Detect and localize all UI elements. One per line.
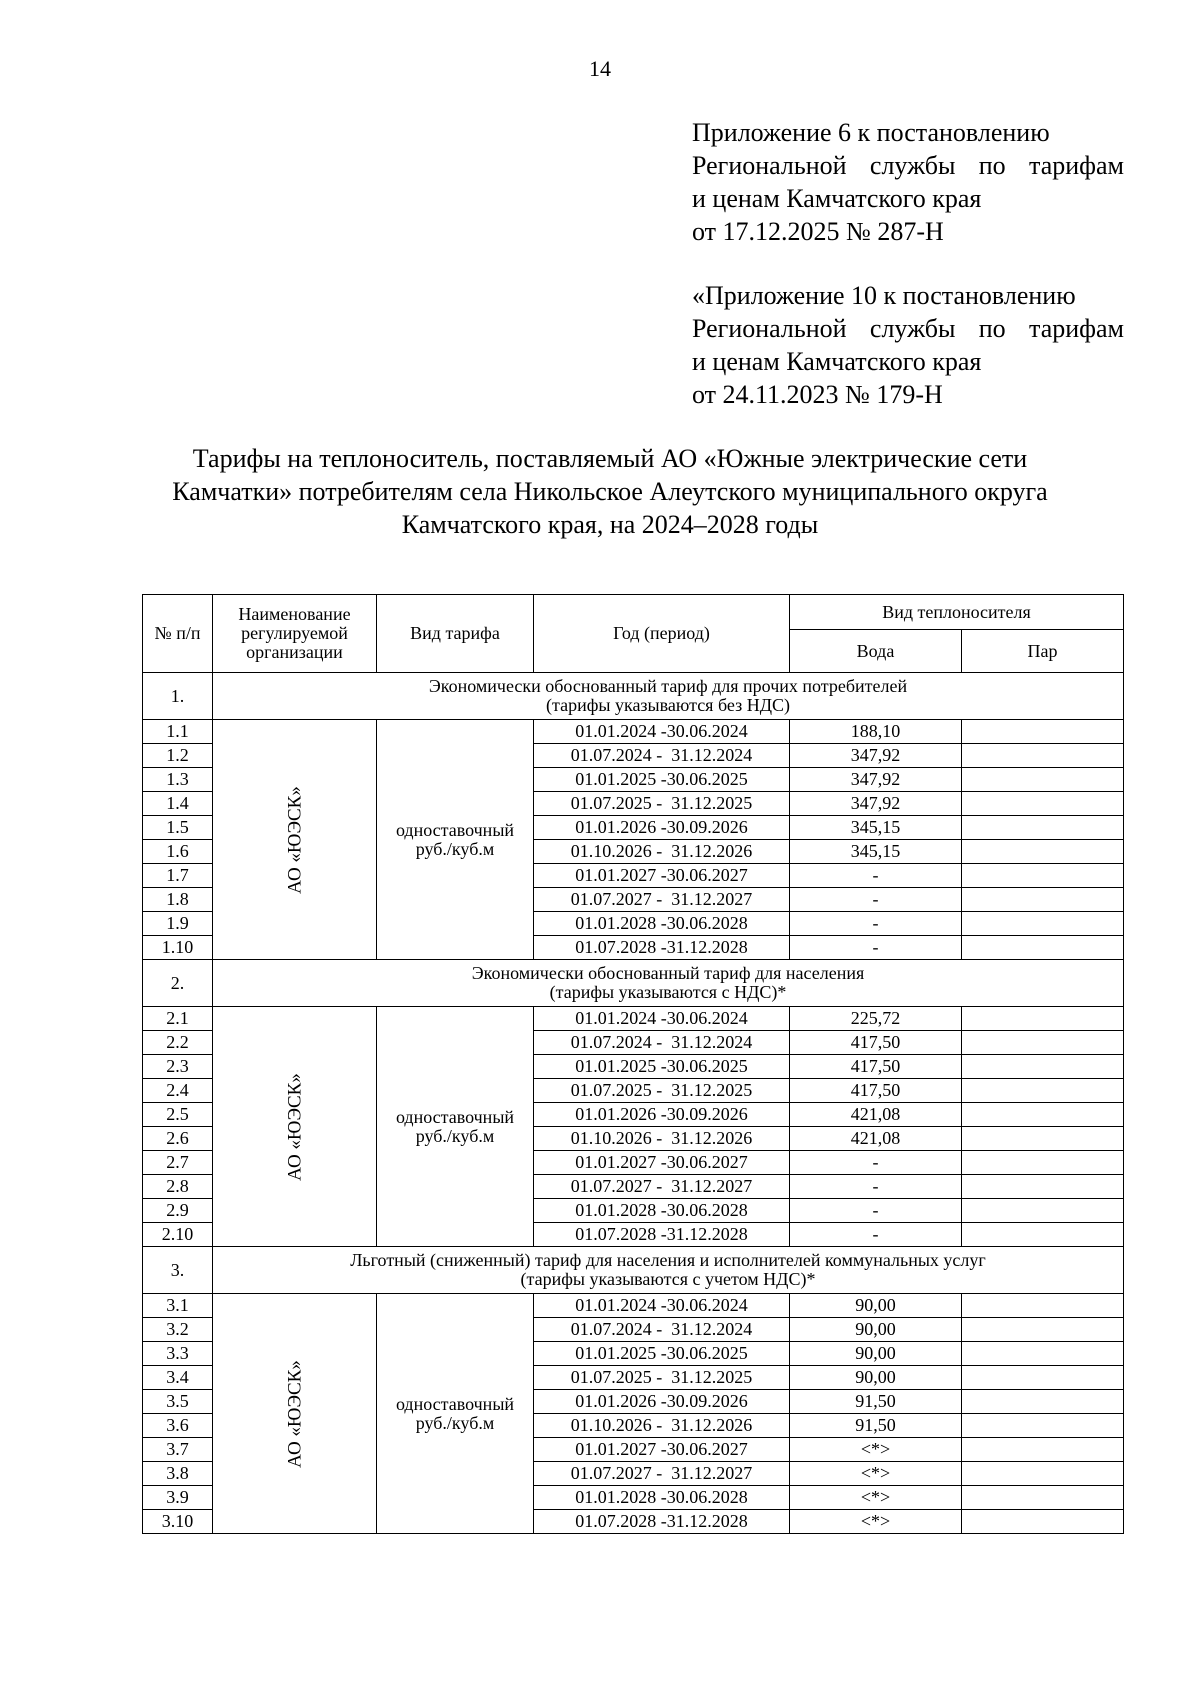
steam-value (962, 1127, 1124, 1151)
water-value: - (790, 936, 962, 960)
appendix-original-line: и ценам Камчатского края (692, 347, 982, 376)
water-value: 188,10 (790, 720, 962, 744)
steam-value (962, 1151, 1124, 1175)
tariff-type-line: руб./куб.м (415, 838, 495, 859)
water-value: 91,50 (790, 1414, 962, 1438)
table-row (143, 1007, 1124, 1031)
water-value: <*> (790, 1510, 962, 1534)
row-num: 3.3 (143, 1342, 213, 1366)
period-cell: 01.07.2027 - 31.12.2027 (534, 888, 790, 912)
section-num: 2. (143, 960, 213, 1007)
steam-value (962, 1366, 1124, 1390)
row-num: 3.2 (143, 1318, 213, 1342)
period-cell: 01.07.2027 - 31.12.2027 (534, 1175, 790, 1199)
appendix-original (692, 279, 1124, 411)
tariff-type-line: одноставочный (395, 1106, 515, 1127)
steam-value (962, 1007, 1124, 1031)
steam-value (962, 1318, 1124, 1342)
period-cell: 01.10.2026 - 31.12.2026 (534, 1414, 790, 1438)
water-value: 225,72 (790, 1007, 962, 1031)
appendix-current-line: Приложение 6 к постановлению (692, 118, 1050, 147)
period-cell: 01.01.2026 -30.09.2026 (534, 1390, 790, 1414)
title-line: Камчатки» потребителям села Никольское Алеутского муниципального округа (172, 477, 1048, 506)
water-value: 421,08 (790, 1127, 962, 1151)
header-org: Наименование регулируемой организации (213, 595, 377, 673)
steam-value (962, 1079, 1124, 1103)
steam-value (962, 1390, 1124, 1414)
steam-value (962, 1510, 1124, 1534)
water-value: 345,15 (790, 816, 962, 840)
period-cell: 01.01.2027 -30.06.2027 (534, 1151, 790, 1175)
steam-value (962, 1438, 1124, 1462)
period-cell: 01.01.2025 -30.06.2025 (534, 1055, 790, 1079)
steam-value (962, 1175, 1124, 1199)
document-title (110, 442, 1110, 541)
steam-value (962, 1342, 1124, 1366)
row-num: 1.1 (143, 720, 213, 744)
water-value: - (790, 1151, 962, 1175)
steam-value (962, 1294, 1124, 1318)
org-name: АО «ЮЭСК» (284, 785, 305, 894)
row-num: 2.4 (143, 1079, 213, 1103)
water-value: 417,50 (790, 1055, 962, 1079)
period-cell: 01.07.2025 - 31.12.2025 (534, 1366, 790, 1390)
page-number: 14 (589, 56, 611, 81)
steam-value (962, 1055, 1124, 1079)
row-num: 2.6 (143, 1127, 213, 1151)
water-value: 90,00 (790, 1294, 962, 1318)
row-num: 2.7 (143, 1151, 213, 1175)
header-num: № п/п (143, 595, 213, 673)
water-value: 345,15 (790, 840, 962, 864)
row-num: 3.7 (143, 1438, 213, 1462)
water-value: - (790, 1223, 962, 1247)
header-period: Год (период) (534, 595, 790, 673)
period-cell: 01.01.2026 -30.09.2026 (534, 1103, 790, 1127)
period-cell: 01.07.2025 - 31.12.2025 (534, 792, 790, 816)
row-num: 2.3 (143, 1055, 213, 1079)
steam-value (962, 1462, 1124, 1486)
header-coolant: Вид теплоносителя (790, 595, 1124, 630)
period-cell: 01.07.2028 -31.12.2028 (534, 1223, 790, 1247)
section-row (143, 673, 1124, 720)
header-water: Вода (790, 630, 962, 673)
period-cell: 01.07.2024 - 31.12.2024 (534, 744, 790, 768)
period-cell: 01.01.2026 -30.09.2026 (534, 816, 790, 840)
steam-value (962, 720, 1124, 744)
section-row (143, 960, 1124, 1007)
water-value: 90,00 (790, 1342, 962, 1366)
section-title-line: Экономически обоснованный тариф для населения (471, 963, 865, 983)
steam-value (962, 1223, 1124, 1247)
org-name: АО «ЮЭСК» (284, 1359, 305, 1468)
row-num: 2.5 (143, 1103, 213, 1127)
row-num: 3.1 (143, 1294, 213, 1318)
row-num: 3.4 (143, 1366, 213, 1390)
water-value: - (790, 864, 962, 888)
tariff-type-cell (377, 720, 534, 960)
steam-value (962, 888, 1124, 912)
section-row (143, 1247, 1124, 1294)
tariff-table (142, 594, 1124, 1534)
appendix-current-line: и ценам Камчатского края (692, 184, 982, 213)
appendix-current (692, 116, 1124, 248)
section-num: 1. (143, 673, 213, 720)
period-cell: 01.07.2025 - 31.12.2025 (534, 1079, 790, 1103)
water-value: 90,00 (790, 1366, 962, 1390)
steam-value (962, 1031, 1124, 1055)
section-title-line: (тарифы указываются без НДС) (546, 695, 790, 715)
section-title-line: Льготный (сниженный) тариф для населения и исполнителей коммунальных услуг (350, 1250, 986, 1270)
section-title-line: (тарифы указываются с НДС)* (549, 982, 787, 1002)
row-num: 1.6 (143, 840, 213, 864)
appendix-original-line: Региональной службы по тарифам (692, 314, 1124, 343)
period-cell: 01.01.2028 -30.06.2028 (534, 912, 790, 936)
tariff-type-cell (377, 1294, 534, 1534)
period-cell: 01.10.2026 - 31.12.2026 (534, 840, 790, 864)
row-num: 2.9 (143, 1199, 213, 1223)
steam-value (962, 744, 1124, 768)
row-num: 1.4 (143, 792, 213, 816)
water-value: 347,92 (790, 768, 962, 792)
period-cell: 01.07.2028 -31.12.2028 (534, 936, 790, 960)
header-tariff-type: Вид тарифа (377, 595, 534, 673)
steam-value (962, 1414, 1124, 1438)
tariff-type-line: одноставочный (395, 819, 515, 840)
period-cell: 01.01.2027 -30.06.2027 (534, 1438, 790, 1462)
water-value: - (790, 912, 962, 936)
water-value: 347,92 (790, 744, 962, 768)
water-value: <*> (790, 1462, 962, 1486)
period-cell: 01.01.2028 -30.06.2028 (534, 1199, 790, 1223)
row-num: 3.8 (143, 1462, 213, 1486)
period-cell: 01.01.2028 -30.06.2028 (534, 1486, 790, 1510)
steam-value (962, 1486, 1124, 1510)
steam-value (962, 936, 1124, 960)
water-value: <*> (790, 1486, 962, 1510)
period-cell: 01.07.2027 - 31.12.2027 (534, 1462, 790, 1486)
tariff-type-line: руб./куб.м (415, 1125, 495, 1146)
water-value: 90,00 (790, 1318, 962, 1342)
water-value: <*> (790, 1438, 962, 1462)
steam-value (962, 768, 1124, 792)
row-num: 1.2 (143, 744, 213, 768)
title-line: Камчатского края, на 2024–2028 годы (401, 510, 819, 539)
title-line: Тарифы на теплоноситель, поставляемый АО «Южные электрические сети (192, 444, 1028, 473)
period-cell: 01.01.2024 -30.06.2024 (534, 1294, 790, 1318)
row-num: 3.9 (143, 1486, 213, 1510)
period-cell: 01.10.2026 - 31.12.2026 (534, 1127, 790, 1151)
period-cell: 01.01.2027 -30.06.2027 (534, 864, 790, 888)
header-steam: Пар (962, 630, 1124, 673)
row-num: 1.10 (143, 936, 213, 960)
steam-value (962, 1199, 1124, 1223)
water-value: 417,50 (790, 1031, 962, 1055)
section-title (213, 1247, 1124, 1294)
appendix-original-line: «Приложение 10 к постановлению (692, 281, 1076, 310)
water-value: - (790, 888, 962, 912)
section-title-line: Экономически обоснованный тариф для прочих потребителей (428, 676, 908, 696)
period-cell: 01.07.2028 -31.12.2028 (534, 1510, 790, 1534)
tariff-type-line: руб./куб.м (415, 1412, 495, 1433)
row-num: 2.1 (143, 1007, 213, 1031)
appendix-current-line: от 17.12.2025 № 287-Н (692, 217, 944, 246)
steam-value (962, 912, 1124, 936)
steam-value (962, 792, 1124, 816)
row-num: 1.9 (143, 912, 213, 936)
row-num: 3.10 (143, 1510, 213, 1534)
steam-value (962, 840, 1124, 864)
row-num: 2.8 (143, 1175, 213, 1199)
water-value: 421,08 (790, 1103, 962, 1127)
row-num: 1.3 (143, 768, 213, 792)
row-num: 1.5 (143, 816, 213, 840)
org-cell (213, 1007, 377, 1247)
period-cell: 01.07.2024 - 31.12.2024 (534, 1318, 790, 1342)
water-value: - (790, 1199, 962, 1223)
section-num: 3. (143, 1247, 213, 1294)
steam-value (962, 816, 1124, 840)
row-num: 1.7 (143, 864, 213, 888)
steam-value (962, 864, 1124, 888)
period-cell: 01.01.2024 -30.06.2024 (534, 720, 790, 744)
appendix-original-line: от 24.11.2023 № 179-Н (692, 380, 943, 409)
water-value: 417,50 (790, 1079, 962, 1103)
appendix-current-line: Региональной службы по тарифам (692, 151, 1124, 180)
water-value: 347,92 (790, 792, 962, 816)
org-cell (213, 720, 377, 960)
org-name: АО «ЮЭСК» (284, 1072, 305, 1181)
water-value: - (790, 1175, 962, 1199)
org-cell (213, 1294, 377, 1534)
table-row (143, 1294, 1124, 1318)
section-title (213, 673, 1124, 720)
row-num: 2.2 (143, 1031, 213, 1055)
row-num: 2.10 (143, 1223, 213, 1247)
tariff-type-cell (377, 1007, 534, 1247)
tariff-type-line: одноставочный (395, 1393, 515, 1414)
row-num: 3.5 (143, 1390, 213, 1414)
steam-value (962, 1103, 1124, 1127)
period-cell: 01.07.2024 - 31.12.2024 (534, 1031, 790, 1055)
period-cell: 01.01.2025 -30.06.2025 (534, 1342, 790, 1366)
water-value: 91,50 (790, 1390, 962, 1414)
period-cell: 01.01.2024 -30.06.2024 (534, 1007, 790, 1031)
row-num: 1.8 (143, 888, 213, 912)
table-row (143, 720, 1124, 744)
row-num: 3.6 (143, 1414, 213, 1438)
period-cell: 01.01.2025 -30.06.2025 (534, 768, 790, 792)
section-title (213, 960, 1124, 1007)
section-title-line: (тарифы указываются с учетом НДС)* (520, 1269, 816, 1289)
